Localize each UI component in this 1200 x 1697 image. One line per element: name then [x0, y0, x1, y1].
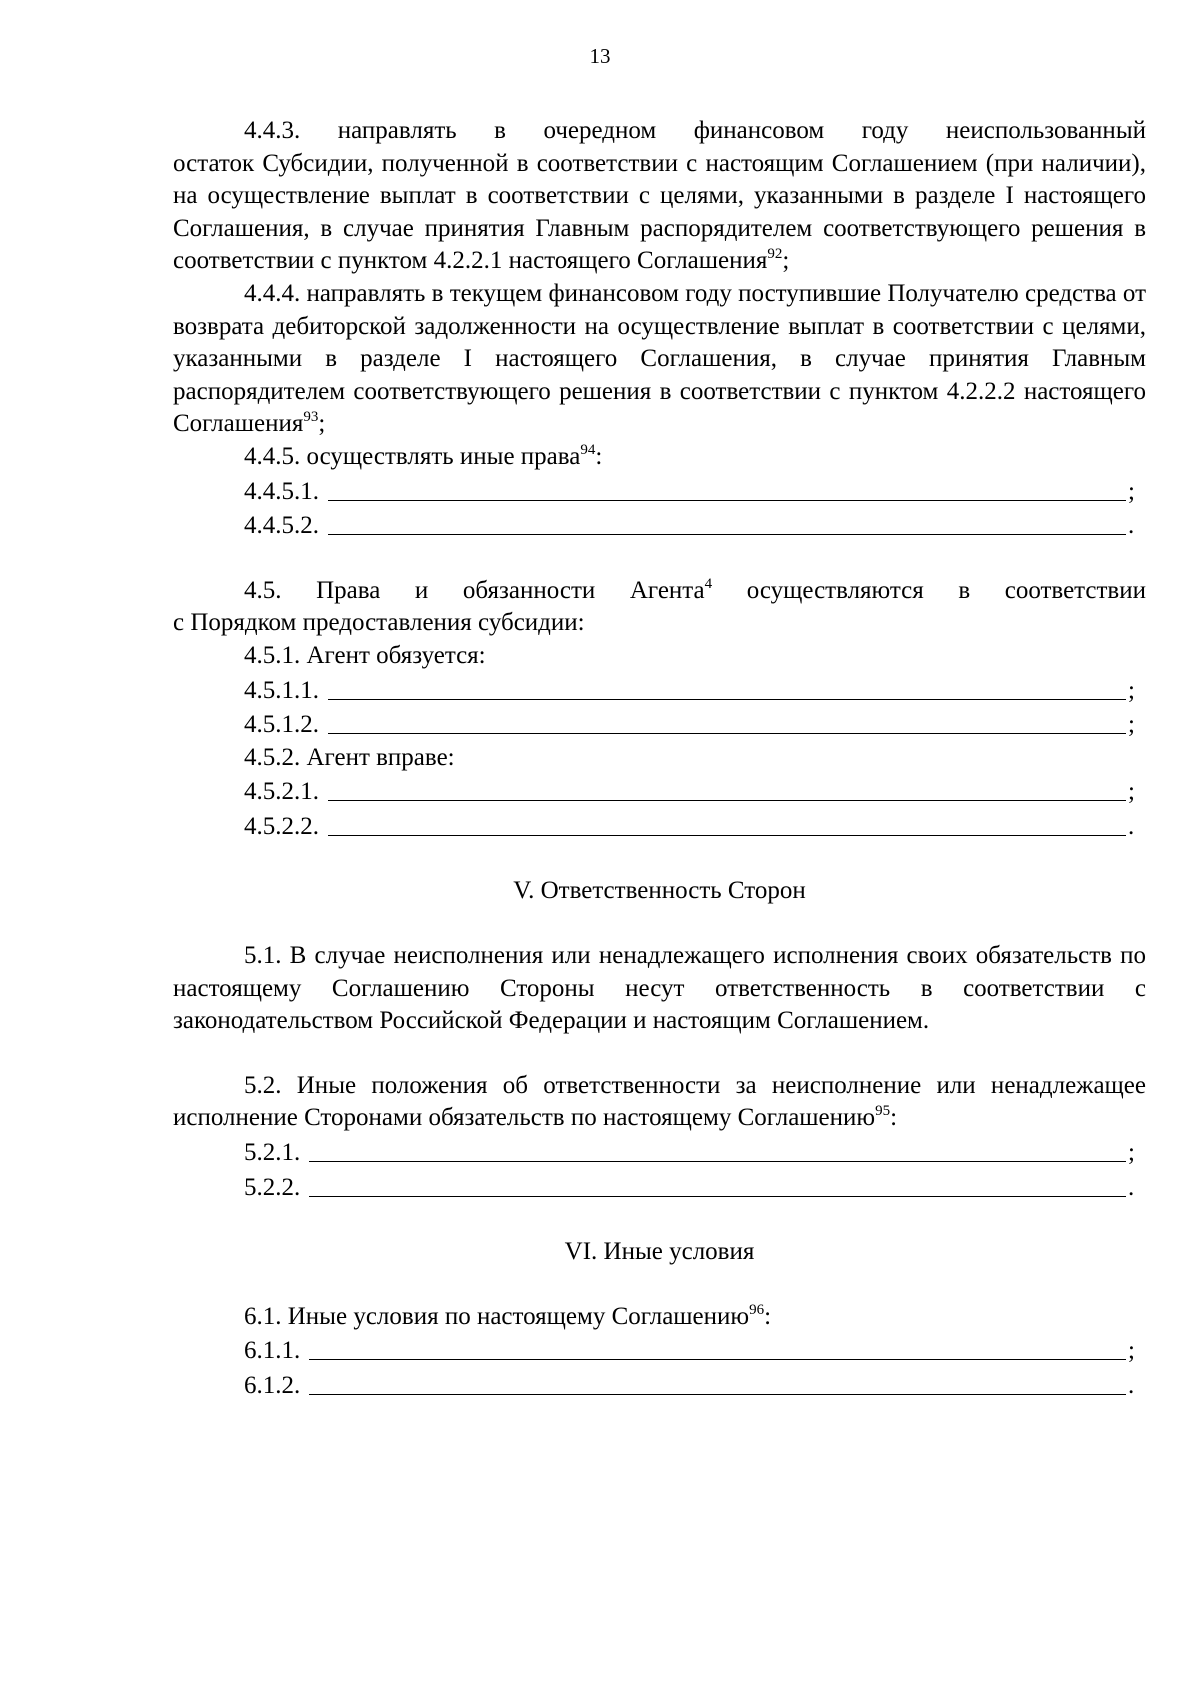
- blank-field-label: 6.1.2.: [244, 1372, 301, 1399]
- fill-in-line[interactable]: [328, 476, 1126, 501]
- blank-field-label: 4.4.5.1.: [244, 477, 319, 505]
- blank-field-label: 6.1.1.: [244, 1337, 301, 1365]
- blank-field-4-5-2-2[interactable]: 4.5.2.2. .: [173, 809, 1146, 844]
- blank-field-4-4-5-1[interactable]: 4.4.5.1. ;: [173, 474, 1146, 509]
- blank-field-4-4-5-2[interactable]: 4.4.5.2. .: [173, 508, 1146, 543]
- blank-field-label: 4.5.2.1.: [244, 778, 319, 806]
- clause-5-2: 5.2. Иные положения об ответственности за неисполнение или ненадлежащее исполнение Сторонами обязательств по настоящему Соглашению$^{95}$:: [173, 1071, 1146, 1132]
- footnote-ref[interactable]: 96: [749, 1301, 765, 1318]
- clause-4-4-4: 4.4.4. направлять в текущем финансовом году поступившие Получателю средства от возврата дебиторской задолженности на осуществление выплат в соответствии с целями, указанными в разделе I настоящего Соглашения, в случае принятия Главным распорядителем соответствующего решения в соответствии с пунктом 4.2.2.2 настоящего Соглашения$^{93}$;: [173, 279, 1146, 438]
- clause-6-1: 6.1. Иные условия по настоящему Соглашению$^{96}$:: [244, 1301, 772, 1330]
- page-number: 13: [589, 44, 611, 68]
- fill-in-line[interactable]: [328, 510, 1126, 535]
- clause-4-5-1: 4.5.1. Агент обязуется:: [244, 641, 486, 669]
- blank-field-4-5-1-2[interactable]: 4.5.1.2. ;: [173, 707, 1146, 742]
- footnote-ref[interactable]: 92: [767, 246, 783, 263]
- blank-field-6-1-1[interactable]: 6.1.1. ;: [173, 1333, 1146, 1368]
- clause-4-5: [173, 575, 1146, 640]
- blank-field-label: 4.5.2.2.: [244, 812, 319, 840]
- footnote-ref[interactable]: 93: [303, 409, 319, 426]
- fill-in-line[interactable]: [309, 1335, 1126, 1360]
- blank-field-label: 5.2.1.: [244, 1139, 301, 1167]
- fill-in-line[interactable]: [328, 675, 1126, 700]
- clause-4-4-3: [173, 115, 1146, 278]
- blank-field-6-1-2[interactable]: 6.1.2. .: [173, 1368, 1146, 1403]
- blank-field-5-2-1[interactable]: 5.2.1. ;: [173, 1135, 1146, 1170]
- blank-field-5-2-2[interactable]: 5.2.2. .: [173, 1170, 1146, 1205]
- clause-4-5-second-line: с Порядком предоставления субсидии:: [173, 609, 585, 637]
- clause-4-5-2: 4.5.2. Агент вправе:: [244, 743, 455, 771]
- clause-4-4-3-text: остаток Субсидии, полученной в соответствии с настоящим Соглашением (при наличии), на осуществление выплат в соответствии с целями, указанными в разделе I настоящего Соглашения, в случае принятия Главным распорядителем соответствующего решения в соответствии с пунктом 4.2.2.1 настоящего Соглашения$^{92}$;: [173, 149, 1146, 275]
- footnote-ref[interactable]: 95: [875, 1103, 891, 1120]
- blank-field-4-5-2-1[interactable]: 4.5.2.1. ;: [173, 774, 1146, 809]
- fill-in-line[interactable]: [309, 1137, 1126, 1162]
- blank-field-label: 4.5.1.2.: [244, 711, 319, 739]
- clause-4-5-first-line: 4.5. Права и обязанности Агента$^4$ осуществляются в соответствии: [244, 575, 1146, 604]
- clause-5-1: 5.1. В случае неисполнения или ненадлежащего исполнения своих обязательств по настоящему Соглашению Стороны несут ответственность в соответствии с законодательством Российской Федерации и настоящим Соглашением.: [173, 942, 1146, 1035]
- section-heading-6: VI. Иные условия: [564, 1238, 755, 1266]
- fill-in-line[interactable]: [328, 811, 1126, 836]
- section-heading-5: V. Ответственность Сторон: [513, 877, 806, 905]
- fill-in-line[interactable]: [309, 1370, 1126, 1395]
- blank-field-label: 4.5.1.1.: [244, 676, 319, 704]
- blank-field-label: 4.4.5.2.: [244, 512, 319, 540]
- fill-in-line[interactable]: [328, 776, 1126, 801]
- fill-in-line[interactable]: [328, 709, 1126, 734]
- blank-field-4-5-1-1[interactable]: 4.5.1.1. ;: [173, 673, 1146, 708]
- document-body: [173, 115, 1146, 1403]
- fill-in-line[interactable]: [309, 1172, 1126, 1197]
- footnote-ref[interactable]: 94: [580, 441, 596, 458]
- blank-field-label: 5.2.2.: [244, 1173, 301, 1201]
- clause-4-4-3-first-line: 4.4.3. направлять в очередном финансовом году неиспользованный: [244, 117, 1146, 144]
- clause-4-4-5: 4.4.5. осуществлять иные права$^{94}$:: [244, 441, 603, 470]
- footnote-ref[interactable]: 4: [704, 575, 713, 592]
